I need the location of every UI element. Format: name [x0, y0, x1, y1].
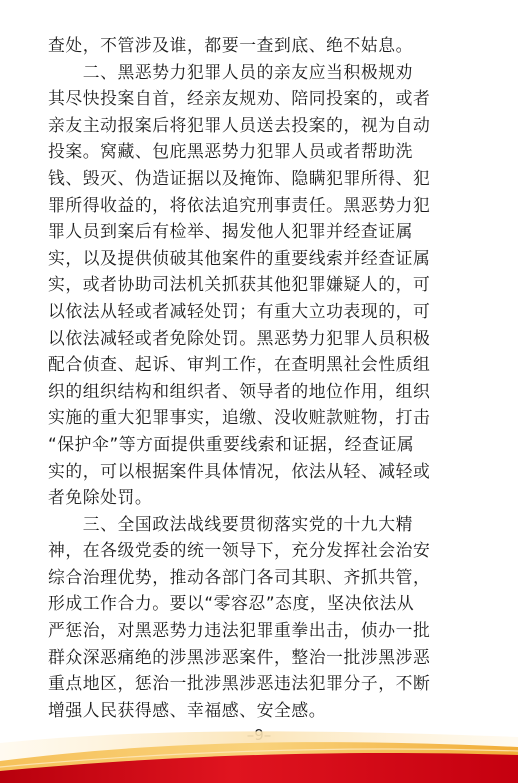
decorative-ribbon-band [0, 713, 518, 783]
text-line: 以依法减轻或者免除处罚。黑恶势力犯罪人员积极 [48, 327, 431, 348]
text-line: 实施的重大犯罪事实，追缴、没收赃款赃物，打击 [48, 407, 431, 428]
text-line: 三、全国政法战线要贯彻落实党的十九大精 [48, 513, 414, 534]
text-line: 亲友主动报案后将犯罪人员送去投案的，视为自动 [48, 114, 431, 135]
text-line: 实，以及提供侦破其他案件的重要线索并经查证属 [48, 247, 431, 268]
text-line: 罪人员到案后有检举、揭发他人犯罪并经查证属 [48, 221, 414, 242]
text-line: 织的组织结构和组织者、领导者的地位作用，组织 [48, 380, 431, 401]
text-line: 形成工作合力。要以“零容忍”态度，坚决依法从 [48, 593, 415, 614]
text-line: 神，在各级党委的统一领导下，充分发挥社会治安 [48, 540, 431, 561]
text-line: 综合治理优势，推动各部门各司其职、齐抓共管， [48, 566, 431, 587]
text-line: 实，或者协助司法机关抓获其他犯罪嫌疑人的，可 [48, 274, 431, 295]
text-line: 其尽快投案自首，经亲友规劝、陪同投案的，或者 [48, 88, 431, 109]
text-line: 查处，不管涉及谁，都要一查到底、绝不姑息。 [48, 35, 414, 55]
text-line: 严惩治，对黑恶势力违法犯罪重拳出击，侦办一批 [48, 620, 431, 641]
text-line: 实的，可以根据案件具体情况，依法从轻、减轻或 [48, 460, 431, 481]
text-line: 罪所得收益的，将依法追究刑事责任。黑恶势力犯 [48, 194, 431, 215]
text-line: 增强人民获得感、幸福感、安全感。 [48, 699, 327, 720]
text-line: 群众深恶痛绝的涉黑涉恶案件，整治一批涉黑涉恶 [48, 646, 431, 667]
text-line: 钱、毁灭、伪造证据以及掩饰、隐瞒犯罪所得、犯 [48, 167, 431, 188]
text-line: 以依法从轻或者减轻处罚；有重大立功表现的，可 [48, 300, 431, 321]
body-text [48, 32, 474, 723]
text-line: 重点地区，惩治一批涉黑涉恶违法犯罪分子，不断 [48, 673, 431, 694]
text-line: 二、黑恶势力犯罪人员的亲友应当积极规劝 [48, 61, 414, 82]
text-line: 投案。窝藏、包庇黑恶势力犯罪人员或者帮助洗 [48, 141, 414, 162]
text-line: 配合侦查、起诉、审判工作，在查明黑社会性质组 [48, 354, 431, 375]
text-line: “保护伞”等方面提供重要线索和证据，经查证属 [48, 433, 415, 454]
text-line: 者免除处罚。 [48, 487, 153, 508]
